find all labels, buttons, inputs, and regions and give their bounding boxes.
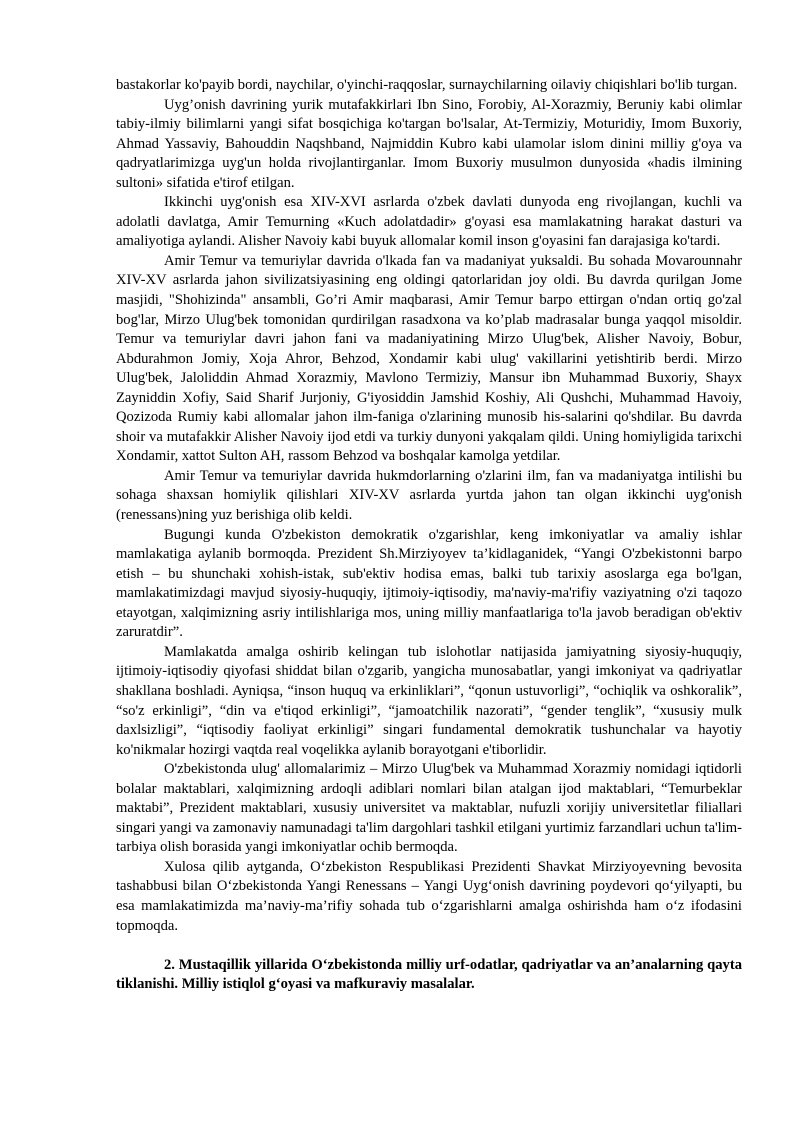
document-page — [116, 76, 742, 995]
section-heading: 2. Mustaqillik yillarida O‘zbekistonda milliy urf-odatlar, qadriyatlar va an’analarning qayta tiklanishi. Milliy istiqlol g‘oyasi va mafkuraviy masalalar. — [116, 956, 742, 993]
section-spacer — [116, 936, 742, 956]
paragraph-temurid-patronage: Amir Temur va temuriylar davrida hukmdorlarning o'zlarini ilm, fan va madaniyatga intilishi bu sohaga shaxsan homiylik qilishlari XIV-XV asrlarda yurtda jahon tan olgan ikkinchi uyg'onish (renessans)ning yuz berishiga olib keldi. — [116, 467, 742, 524]
paragraph-uygonish-thinkers: Uyg’onish davrining yurik mutafakkirlari Ibn Sino, Forobiy, Al-Xorazmiy, Beruniy kabi olimlar tabiy-ilmiy bilimlarni yangi sifat bosqichiga ko'targan bo'lsalar, At-Termiziy, Moturidiy, Imom Buxoriy, Ahmad Yassaviy, Bahouddin Naqshband, Najmiddin Kubro kabi ulamolar islom dinini milliy g'oya va qadryatlarimizga uyg'un holda rivojlantirganlar. Imom Buxoriy musulmon dunyosida «hadis ilmining sultoni» sifatida e'tirof etilgan. — [116, 96, 742, 191]
paragraph-second-renaissance: Ikkinchi uyg'onish esa XIV-XVI asrlarda o'zbek davlati dunyoda eng rivojlangan, kuchli va adolatli davlatga, Amir Temurning «Kuch adolatdadir» g'oyasi esa mamlakatning harakat dasturi va amaliyotiga aylandi. Alisher Navoiy kabi buyuk allomalar komil inson g'oyasini fan darajasiga ko'tardi. — [116, 194, 742, 250]
paragraph-schools: O'zbekistonda ulug' allomalarimiz – Mirzo Ulug'bek va Muhammad Xorazmiy nomidagi iqtidorli bolalar maktablari, xalqimizning ardoqli adiblari nomlari bilan atalgan ijod maktablari, “Temurbeklar maktabi”, Prezident maktablari, xususiy universitet va maktablar, nufuzli xorijiy universitetlar filiallari singari yangi va zamonaviy namunadagi ta'lim dargohlari tashkil etilgani yurtimiz farzandlari uchun ta'lim-tarbiya olish borasida yangi imkoniyatlar ochib bermoqda. — [116, 761, 742, 856]
paragraph-reforms: Mamlakatda amalga oshirib kelingan tub islohotlar natijasida jamiyatning siyosiy-huquqiy, ijtimoiy-iqtisodiy qiyofasi shiddat bilan o'zgarib, yangicha munosabatlar, yangi imkoniyat va qadriyatlar shakllana boshladi. Ayniqsa, “inson huquq va erkinliklari”, “qonun ustuvorligi”, “ochiqlik va oshkoralik”, “so'z erkinligi”, “din va e'tiqod erkinligi”, “jamoatchilik nazorati”, “gender tenglik”, “xususiy mulk daxlsizligi”, “iqtisodiy faoliyat erkinligi” singari fundamental demokratik tushunchalar va hayotiy ko'nikmalar hozirgi vaqtda real voqelikka aylanib borayotgani e'tiborlidir. — [116, 643, 742, 758]
paragraph-temurid-culture: Amir Temur va temuriylar davrida o'lkada fan va madaniyat yuksaldi. Bu sohada Movarounnahr XIV-XV asrlarda jahon sivilizatsiyasining eng oldingi qatorlaridan joy oldi. Bu davrda qurilgan Jome masjidi, "Shohizinda" ansambli, Go’ri Amir maqbarasi, Amir Temur barpo ettirgan o'ndan ortiq go'zal bog'lar, Mirzo Ulug'bek tomonidan qurdirilgan rasadxona va ko’plab madrasalar bunga yaqqol misoldir. Temur va temuriylar davri jahon fani va madaniyatining Mirzo Ulug'bek, Alisher Navoiy, Bobur, Abdurahmon Jomiy, Xoja Ahror, Behzod, Xondamir kabi ulug' vakillarini yetishtirib berdi. Mirzo Ulug'bek, Jaloliddin Ahmad Xorazmiy, Mavlono Termiziy, Mansur ibn Muhammad Buxoriy, Shayx Zayniddin Xofiy, Said Sharif Jurjoniy, G'iyosiddin Jamshid Koshiy, Ali Qushchi, Muhammad Havoiy, Qozizoda Rumiy kabi allomalar jahon ilm-faniga o'zlarining munosib his-salarini qo'shdilar. Bu davrda shoir va mutafakkir Alisher Navoiy ijod etdi va turkiy dunyoni yakqalam qildi. Uning homiyligida tarixchi Xondamir, xattot Sulton AH, rassom Behzod va boshqalar kamolga yetdilar. — [116, 252, 742, 465]
paragraph-conclusion: Xulosa qilib aytganda, O‘zbekiston Respublikasi Prezidenti Shavkat Mirziyoyevning bevosita tashabbusi bilan O‘zbekistonda Yangi Renessans – Yangi Uyg‘onish davrining poydevori qo‘yilyapti, bu esa mamlakatimizda ma’naviy-ma’rifiy sohada tub o‘zgarishlarni amalga oshirishda ham o‘z ifodasini topmoqda. — [116, 858, 742, 934]
paragraph-continuation: bastakorlar ko'payib bordi, naychilar, o'yinchi-raqqoslar, surnaychilarning oilaviy chiqishlari bo'lib turgan. — [116, 77, 738, 93]
paragraph-democratic-changes: Bugungi kunda O'zbekiston demokratik o'zgarishlar, keng imkoniyatlar va amaliy ishlar mamlakatiga aylanib bormoqda. Prezident Sh.Mirziyoyev ta’kidlaganidek, “Yangi O'zbekistonni barpo etish – bu shunchaki xohish-istak, sub'ektiv hodisa emas, balki tub tarixiy asoslarga ega bo'lgan, mamlakatimizdagi mavjud siyosiy-huquqiy, ijtimoiy-iqtisodiy, ma'naviy-ma'rifiy vaziyatning o'zi taqozo etayotgan, xalqimizning asriy intilishlariga mos, uning milliy manfaatlariga to'la javob beradigan ob'ektiv zaruratdir”. — [116, 526, 742, 641]
